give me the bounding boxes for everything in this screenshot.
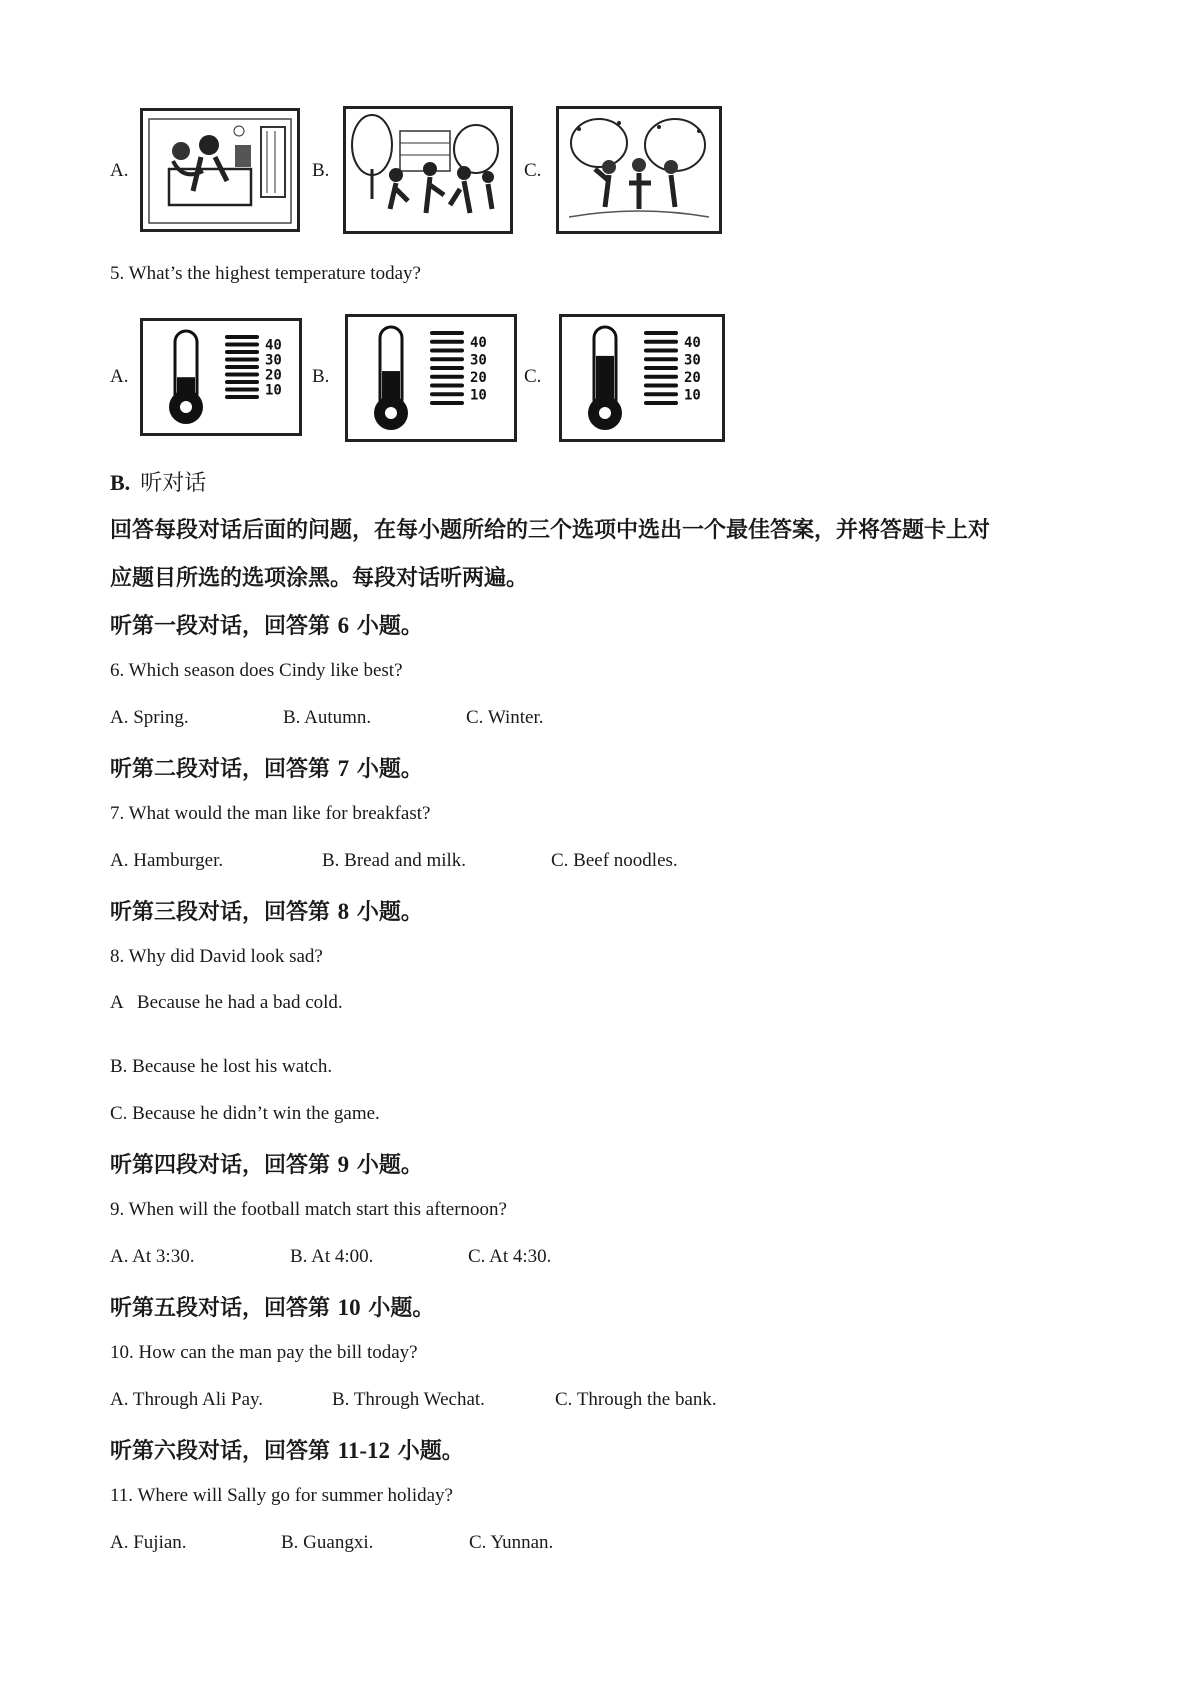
- sick-in-bed-picture: [140, 108, 300, 232]
- thermometer-bulb-highlight: [599, 407, 611, 419]
- scale-tick: [225, 395, 259, 399]
- kids-in-snow-picture: [556, 106, 722, 234]
- scale-label: 20: [684, 369, 701, 386]
- q8-question: 8. Why did David look sad?: [110, 946, 323, 967]
- q5-question: 5. What’s the highest temperature today?: [110, 263, 421, 284]
- q10-option-a: A. Through Ali Pay.: [110, 1389, 264, 1410]
- scale-tick: [225, 380, 259, 384]
- scale-tick: [225, 388, 259, 392]
- q9-option-c: C. At 4:30.: [468, 1246, 552, 1267]
- scale-tick: [225, 335, 259, 339]
- scale-tick: [644, 384, 678, 388]
- scale-tick: [430, 375, 464, 379]
- scale-tick: [430, 392, 464, 396]
- thermometer-icon: [559, 314, 725, 442]
- dialogue-5-heading: 听第五段对话，回答第 10 小题。: [110, 1295, 435, 1321]
- kids-planting-trees-picture: [343, 106, 513, 234]
- scale-label: 20: [265, 367, 282, 384]
- scale-label: 30: [470, 352, 487, 369]
- scale-tick: [644, 366, 678, 370]
- q9-question: 9. When will the football match start this afternoon?: [110, 1199, 507, 1220]
- scale-tick: [430, 340, 464, 344]
- scale-label: 40: [684, 334, 701, 351]
- scale-label: 10: [265, 382, 282, 399]
- section-b-title: 听对话: [140, 471, 207, 496]
- scale-label: 40: [470, 334, 487, 351]
- section-b-instruction-line2: 应题目所选的选项涂黑。每段对话听两遍。: [110, 566, 529, 591]
- thermometer-icon: [140, 318, 302, 436]
- q4-option-c-letter: C.: [524, 160, 542, 181]
- scale-tick: [225, 350, 259, 354]
- q7-option-c: C. Beef noodles.: [551, 850, 678, 871]
- thermometer-drawing: [562, 317, 722, 439]
- scale-tick: [644, 331, 678, 335]
- q7-question: 7. What would the man like for breakfast?: [110, 803, 431, 824]
- scale-tick: [225, 358, 259, 362]
- q7-option-a: A. Hamburger.: [110, 850, 224, 871]
- scale-label: 30: [265, 352, 282, 369]
- scale-label: 40: [265, 337, 282, 354]
- q9-option-a: A. At 3:30.: [110, 1246, 195, 1267]
- scale-tick: [225, 343, 259, 347]
- q10-option-c: C. Through the bank.: [555, 1389, 717, 1410]
- q6-option-b: B. Autumn.: [283, 707, 372, 728]
- dialogue-4-heading: 听第四段对话，回答第 9 小题。: [110, 1152, 423, 1178]
- scale-tick: [430, 366, 464, 370]
- thermometer-bulb-highlight: [385, 407, 397, 419]
- scale-tick: [225, 365, 259, 369]
- section-b-instruction-line1: 回答每段对话后面的问题，在每小题所给的三个选项中选出一个最佳答案，并将答题卡上对: [110, 518, 991, 543]
- scale-tick: [644, 349, 678, 353]
- scale-tick: [430, 349, 464, 353]
- q4-option-a-letter: A.: [110, 160, 129, 181]
- q6-question: 6. Which season does Cindy like best?: [110, 660, 403, 681]
- scale-tick: [430, 384, 464, 388]
- q10-option-b: B. Through Wechat.: [332, 1389, 485, 1410]
- q4-option-b-letter: B.: [312, 160, 330, 181]
- thermometer-drawing: [143, 321, 299, 433]
- thermometer-drawing: [348, 317, 514, 439]
- q8-option-c: C. Because he didn’t win the game.: [110, 1103, 380, 1124]
- scale-tick: [430, 331, 464, 335]
- scale-label: 20: [470, 369, 487, 386]
- q6-option-c: C. Winter.: [466, 707, 544, 728]
- scale-tick: [430, 401, 464, 405]
- dialogue-1-heading: 听第一段对话，回答第 6 小题。: [110, 613, 423, 639]
- thermometer-icon: [345, 314, 517, 442]
- dialogue-3-heading: 听第三段对话，回答第 8 小题。: [110, 899, 423, 925]
- scale-tick: [644, 340, 678, 344]
- section-b-letter: B.: [110, 470, 131, 495]
- dialogue-2-heading: 听第二段对话，回答第 7 小题。: [110, 756, 423, 782]
- scale-label: 30: [684, 352, 701, 369]
- q11-option-b: B. Guangxi.: [281, 1532, 374, 1553]
- q9-option-b: B. At 4:00.: [290, 1246, 374, 1267]
- q11-option-a: A. Fujian.: [110, 1532, 187, 1553]
- dialogue-6-heading: 听第六段对话，回答第 11-12 小题。: [110, 1438, 464, 1464]
- q5-option-a-letter: A.: [110, 366, 129, 387]
- q11-question: 11. Where will Sally go for summer holiday?: [110, 1485, 453, 1506]
- scale-tick: [644, 375, 678, 379]
- section-b-heading: [110, 466, 206, 497]
- q5-option-b-letter: B.: [312, 366, 330, 387]
- q7-option-b: B. Bread and milk.: [322, 850, 467, 871]
- scale-tick: [644, 401, 678, 405]
- q6-option-a: A. Spring.: [110, 707, 189, 728]
- scale-tick: [644, 357, 678, 361]
- q11-option-c: C. Yunnan.: [469, 1532, 554, 1553]
- q10-question: 10. How can the man pay the bill today?: [110, 1342, 418, 1363]
- scale-tick: [430, 357, 464, 361]
- q8-option-b: B. Because he lost his watch.: [110, 1056, 333, 1077]
- scale-label: 10: [684, 387, 701, 404]
- thermometer-bulb-highlight: [180, 401, 192, 413]
- q5-option-c-letter: C.: [524, 366, 542, 387]
- scale-label: 10: [470, 387, 487, 404]
- scale-tick: [225, 373, 259, 377]
- q8-option-a: A Because he had a bad cold.: [110, 992, 343, 1013]
- scale-tick: [644, 392, 678, 396]
